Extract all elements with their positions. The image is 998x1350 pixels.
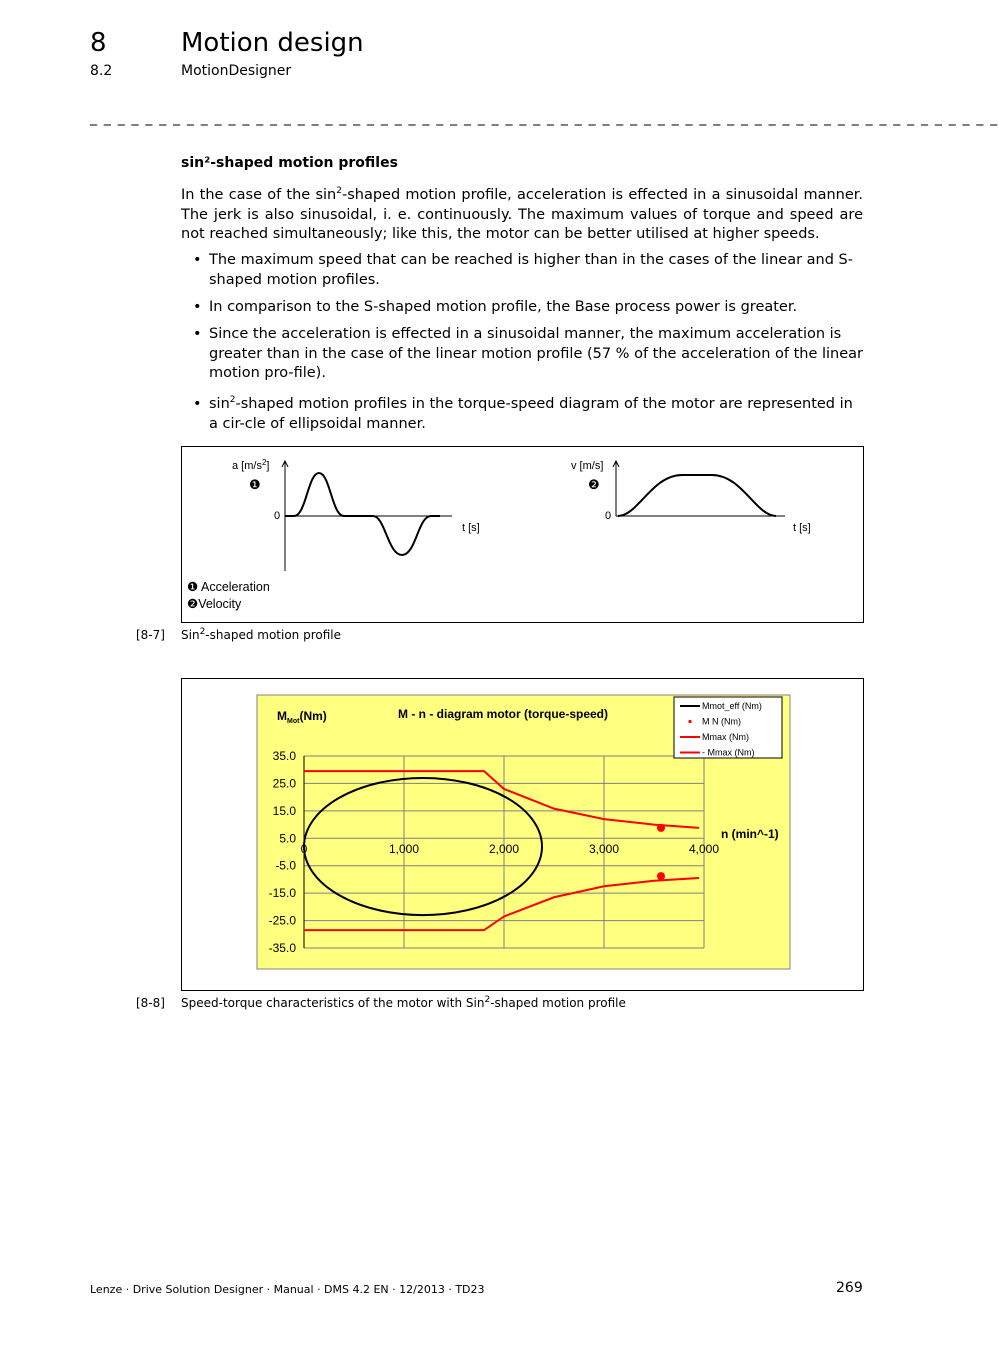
torque-speed-figure	[181, 678, 864, 991]
torque-speed-chart	[182, 679, 863, 990]
intro-text-start: In the case of the sin	[181, 187, 337, 203]
y-tick-label: -35.0	[268, 941, 296, 955]
legend-acceleration: ❶ Acceleration	[187, 580, 270, 594]
intro-superscript: 2	[336, 186, 342, 197]
accel-time-label: t [s]	[462, 522, 480, 534]
chart-legend	[674, 697, 782, 758]
bullet-text	[209, 395, 863, 434]
x-tick-label: 2,000	[488, 842, 520, 856]
accel-zero-label: 0	[274, 510, 281, 522]
dashed-separator: _ _ _ _ _ _ _ _ _ _ _ _ _ _ _ _ _ _ _ _ _ _ _ _ _ _ _ _ _ _ _ _ _ _ _ _ _ _ _ _ _ _ _ _ _ _ _ _ _ _ _ _ _ _ _ _ _ _ _ _ _ _ _ _ _ _	[90, 110, 998, 126]
accel-axis-label: a $[m/s^2]$	[232, 458, 270, 472]
bullet-superscript: 2	[229, 395, 236, 406]
y-tick-label: -15.0	[268, 886, 296, 901]
caption-superscript: 2	[199, 627, 206, 637]
bullet-marker: •	[193, 299, 202, 315]
chart-title: M - n - diagram motor (torque-speed)	[398, 707, 608, 721]
bullet-text-end: -shaped motion profiles in the torque-speed diagram of the motor are represented in a cir-cle of ellipsoidal manner.	[209, 396, 853, 432]
velocity-zero-label: 0	[605, 510, 612, 522]
bullet-marker: •	[193, 326, 202, 342]
y-tick-label: 25.0	[272, 776, 296, 791]
marker-2: ❷	[588, 477, 600, 492]
velocity-time-label: t [s]	[793, 522, 811, 534]
caption-text-start: Sin	[181, 628, 200, 642]
bullet-text-start: sin	[209, 396, 230, 412]
x-axis-title: n (min^-1)	[721, 827, 779, 841]
y-tick-label: 5.0	[279, 831, 296, 846]
legend-swatch	[688, 720, 691, 723]
legend-velocity: ❷Velocity	[187, 597, 242, 611]
velocity-curve	[618, 475, 776, 516]
bullet-text: The maximum speed that can be reached is higher than in the cases of the linear and S-shaped motion profiles.	[209, 252, 853, 288]
y-tick-label: -5.0	[275, 858, 296, 873]
data-point-mn	[657, 872, 665, 880]
legend-entry: Mmot_eff (Nm)	[702, 701, 762, 711]
y-tick-label: 15.0	[272, 803, 296, 818]
motion-profile-svg	[182, 447, 863, 622]
marker-1: ❶	[249, 477, 261, 492]
acceleration-curve	[285, 473, 440, 555]
caption-text-end: -shaped motion profile	[205, 628, 342, 642]
y-tick-label: 35.0	[272, 749, 296, 763]
bullet-marker: •	[193, 252, 202, 268]
y-axis-title: $M_{Mot}(Nm)$	[277, 709, 327, 725]
page-number: 269	[836, 1280, 863, 1296]
y-tick-label: -25.0	[268, 913, 296, 928]
legend-entry: Mmax (Nm)	[702, 732, 749, 742]
section-number: 8.2	[90, 63, 113, 79]
x-tick-label: 0	[300, 842, 308, 856]
section-title: MotionDesigner	[181, 63, 292, 79]
caption-text-start: Speed-torque characteristics of the motor with Sin	[181, 996, 485, 1010]
legend-entry: - Mmax (Nm)	[702, 747, 755, 758]
figure-caption	[181, 628, 341, 642]
intro-paragraph	[181, 186, 863, 245]
caption-text-end: -shaped motion profile	[490, 996, 626, 1010]
bullet-text: Since the acceleration is effected in a sinusoidal manner, the maximum acceleration is greater than in the case of the linear motion profile (57 % of the acceleration of the linear motion pro-file).	[209, 326, 864, 381]
legend-entry: M N (Nm)	[702, 716, 741, 727]
x-tick-label: 4,000	[688, 842, 720, 856]
footer-document-info: Lenze · Drive Solution Designer · Manual · DMS 4.2 EN · 12/2013 · TD23	[90, 1283, 485, 1296]
velocity-axis-label: v [m/s]	[571, 460, 604, 472]
bullet-text: In comparison to the S-shaped motion profile, the Base process power is greater.	[209, 299, 798, 315]
figure-number: [8-7]	[136, 628, 165, 642]
bullet-marker: •	[193, 396, 202, 412]
figure-number: [8-8]	[136, 996, 165, 1010]
chapter-title: Motion design	[181, 28, 364, 58]
figure-caption	[181, 996, 626, 1010]
x-tick-label: 3,000	[588, 842, 620, 856]
motion-profile-figure	[181, 446, 864, 623]
caption-superscript: 2	[484, 995, 491, 1005]
subsection-heading: sin²-shaped motion profiles	[181, 155, 398, 171]
x-tick-label: 1,000	[388, 842, 420, 856]
intro-text-end: -shaped motion profile, acceleration is effected in a sinusoidal manner. The jerk is also sinusoidal, i. e. continuously. The maximum values of torque and speed are not reached simultaneously; like this, the motor can be better utilised at higher speeds.	[181, 187, 863, 242]
chapter-number: 8	[90, 28, 107, 58]
